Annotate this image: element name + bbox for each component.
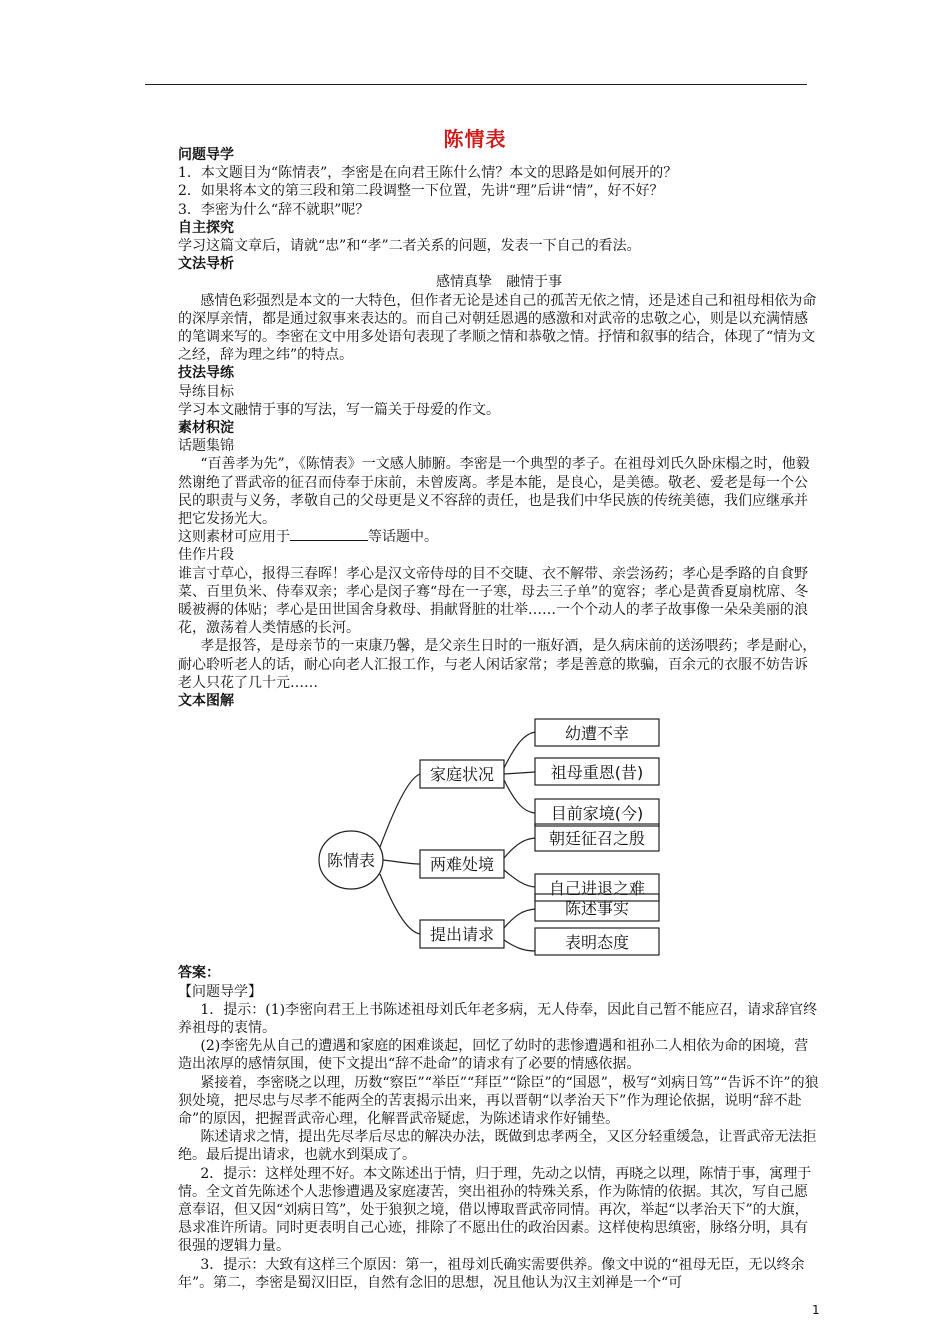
- connector: [504, 780, 535, 813]
- answers-heading: 答案：: [178, 965, 220, 982]
- header-rule: [145, 84, 807, 85]
- section-heading: 文本图解: [178, 693, 234, 710]
- sub-heading: 导练目标: [178, 383, 234, 400]
- leaf-label: 表明态度: [564, 933, 630, 953]
- answer-paragraph: 陈述请求之情，提出先尽孝后尽忠的解决办法，既做到忠孝两全，又区分轻重缓急，让晋武帝无法拒绝。最后提出请求，也就水到渠成了。: [178, 1129, 817, 1164]
- root-label: 陈情表: [326, 851, 376, 871]
- page-number: 1: [812, 1303, 820, 1317]
- fill-text-after: 等话题中。: [368, 529, 438, 546]
- section-heading: 技法导练: [178, 365, 234, 382]
- paragraph: 孝是报答，是母亲节的一束康乃馨，是父亲生日时的一瓶好酒，是久病床前的送汤喂药；孝是耐心，耐心聆听老人的话，耐心向老人汇报工作，与老人闲话家常；孝是善意的欺骗，百余元的衣服不妨告诉老人只花了几十元……: [178, 638, 817, 691]
- paragraph: “百善孝为先”，《陈情表》一文感人肺腑。李密是一个典型的孝子。在祖母刘氏久卧床榻之时，他毅然谢绝了晋武帝的征召而侍奉于床前，未曾废离。孝是本能，是良心，是美德。敬老、爱老是每一个公民的职责与义务，孝敬自己的父母更是义不容辞的责任，也是我们中华民族的传统美德，我们应继承并把它发扬光大。: [178, 456, 810, 528]
- section-heading: 素材积淀: [178, 420, 234, 437]
- connector: [380, 874, 420, 934]
- question-1: 1．本文题目为“陈情表”，李密是在向君王陈什么情？本文的思路是如何展开的？: [178, 165, 678, 182]
- leaf-label: 陈述事实: [564, 899, 630, 919]
- fill-blank: [290, 528, 368, 541]
- connector: [380, 774, 420, 847]
- sub-heading: 佳作片段: [178, 547, 234, 564]
- connector: [383, 860, 420, 864]
- leaf-label: 幼遭不幸: [564, 724, 630, 744]
- answers-section: 【问题导学】: [178, 983, 262, 1000]
- branch-label: 提出请求: [429, 925, 495, 945]
- connector: [504, 909, 535, 928]
- fill-text-before: 这则素材可应用于: [178, 529, 290, 546]
- paragraph: 学习本文融情于事的写法，写一篇关于母爱的作文。: [178, 401, 500, 418]
- connector: [504, 870, 535, 887]
- section-subtitle: 感情真挚 融情于事: [436, 274, 562, 291]
- document-body: [178, 146, 820, 1292]
- question-3: 3．李密为什么“辞不就职”呢？: [178, 201, 370, 218]
- fill-in-line: [178, 528, 820, 546]
- paragraph: 感情色彩强烈是本文的一大特色，但作者无论是述自己的孤苦无依之情，还是述自己和祖母相依为命的深厚亲情，都是通过叙事来表达的。而自己对朝廷恩遇的感激和对武帝的忠敬之心，则是以充满情感的笔调来写的。李密在文中用多处语句表现了孝顺之情和恭敬之情。抒情和叙事的结合，体现了“情为文之经，辞为理之纬”的特点。: [178, 292, 817, 364]
- leaf-label: 祖母重恩(昔): [550, 763, 644, 783]
- answer-paragraph: (2)李密先从自己的遭遇和家庭的困难谈起，回忆了幼时的悲惨遭遇和祖孙二人相依为命的困境，营造出浓厚的感情氛围，使下文提出“辞不赴命”的请求有了必要的情感依据。: [178, 1038, 809, 1073]
- leaf-label: 自己进退之难: [548, 879, 646, 899]
- section-heading: 文法导析: [178, 256, 234, 273]
- branch-label: 家庭状况: [429, 765, 495, 785]
- answer-paragraph: 紧接着，李密晓之以理，历数“察臣”“举臣”“拜臣”“除臣”的“国恩”，极写“刘病日笃”“告诉不许”的狼狈处境，把尽忠与尽孝不能两全的苦衷揭示出来，再以晋朝“以孝治天下”作为理论依据，说明“辞不赴命”的原因，把握晋武帝心理，化解晋武帝疑虑，为陈述请求作好铺垫。: [178, 1074, 819, 1127]
- mind-map-diagram: [318, 714, 818, 960]
- question-2: 2．如果将本文的第三段和第二段调整一下位置，先讲“理”后讲“情”，好不好？: [178, 183, 664, 200]
- section-heading: 自主探究: [178, 219, 234, 236]
- leaf-label: 目前家境(今): [550, 804, 644, 824]
- page-title: 陈情表: [443, 127, 507, 151]
- connector: [504, 940, 535, 951]
- connector: [504, 838, 535, 858]
- answer-paragraph: 3．提示：大致有这样三个原因：第一，祖母刘氏确实需要供养。像文中说的“祖母无臣，无以终余年”。第二，李密是蜀汉旧臣，自然有念旧的思想，况且他认为汉主刘禅是一个“可: [178, 1256, 805, 1291]
- connector: [504, 772, 535, 774]
- paragraph: 谁言寸草心，报得三春晖！孝心是汉文帝侍母的目不交睫、衣不解带、亲尝汤药；孝心是季路的自食野菜、百里负米、侍奉双亲；孝心是闵子骞“母在一子寒，母去三子单”的宽容；孝心是黄香夏扇枕席、冬暖被褥的体贴；孝心是田世国舍身救母、捐献肾脏的壮举……一个个动人的孝子故事像一朵朵美丽的浪花，激荡着人类情感的长河。: [178, 565, 809, 637]
- leaf-label: 朝廷征召之殷: [548, 829, 646, 849]
- answer-paragraph: 1．提示：(1)李密向君王上书陈述祖母刘氏年老多病，无人侍奉，因此自己暂不能应召，请求辞官终养祖母的衷情。: [178, 1001, 818, 1036]
- branch-label: 两难处境: [429, 855, 495, 875]
- connector: [504, 732, 535, 768]
- section-heading: 问题导学: [178, 147, 234, 163]
- sub-heading: 话题集锦: [178, 438, 234, 455]
- paragraph: 学习这篇文章后，请就“忠”和“孝”二者关系的问题，发表一下自己的看法。: [178, 238, 641, 255]
- answer-paragraph: 2．提示：这样处理不好。本文陈述出于情，归于理，先动之以情，再晓之以理，陈情于事，寓理于情。全文首先陈述个人悲惨遭遇及家庭凄苦，突出祖孙的特殊关系，作为陈情的依据。其次，写自己愿意奉诏，但又因“刘病日笃”，处于狼狈之境，借以博取晋武帝同情。再次，举起“以孝治天下”的大旗，恳求准许所请。同时更表明自己心迹，排除了不愿出仕的政治因素。这样使构思缜密，脉络分明，具有很强的逻辑力量。: [178, 1165, 812, 1255]
